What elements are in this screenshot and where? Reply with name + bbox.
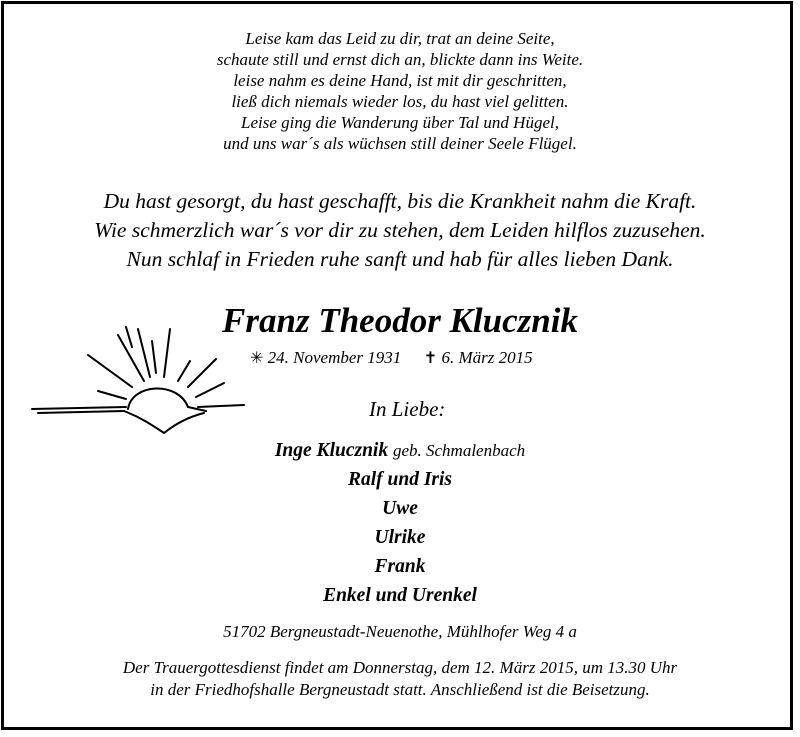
poem-line: und uns war´s als wüchsen still deiner Seele Flügel. [223,134,577,153]
family-member-name: Inge Klucznik [274,440,389,461]
family-member: Uwe [382,498,418,519]
sunset-drawing-icon [28,325,248,440]
birth-date: 24. November 1931 [267,348,402,367]
death-date: 6. März 2015 [441,348,533,367]
family-list [0,436,800,610]
service-info [0,657,800,701]
family-member: Frank [374,556,426,577]
family-member [0,436,800,465]
family-member: Ulrike [374,527,426,548]
poem-line: schaute still und ernst dich an, blickte dann ins Weite. [216,50,584,69]
verse [0,187,800,274]
poem-line: Leise ging die Wanderung über Tal und Hügel, [241,113,559,132]
service-line: in der Friedhofshalle Bergneustadt statt. Anschließend ist die Beisetzung. [150,680,650,699]
life-dates [250,347,533,370]
family-member: Enkel und Urenkel [323,585,477,606]
family-member-note: geb. Schmalenbach [392,441,526,460]
poem-line: ließ dich niemals wieder los, du hast viel gelitten. [231,92,569,111]
service-line: Der Trauergottesdienst findet am Donnerstag, dem 12. März 2015, um 13.30 Uhr [122,658,678,677]
poem-line: Leise kam das Leid zu dir, trat an deine Seite, [245,29,555,48]
verse-line: Nun schlaf in Frieden ruhe sanft und hab für alles lieben Dank. [126,247,674,271]
deceased-name: Franz Theodor Klucznik [222,301,578,340]
poem-line: leise nahm es deine Hand, ist mit dir geschritten, [233,71,567,90]
death-cross-icon: ✝ [423,350,438,367]
verse-line: Du hast gesorgt, du hast geschafft, bis die Krankheit nahm die Kraft. [103,189,697,213]
family-member: Ralf und Iris [347,469,453,490]
address: 51702 Bergneustadt-Neuenothe, Mühlhofer Weg 4 a [223,622,577,641]
birth-star-icon: ✳ [250,350,264,367]
verse-line: Wie schmerzlich war´s vor dir zu stehen, dem Leiden hilflos zuzusehen. [94,218,706,242]
poem [0,28,800,154]
in-liebe-heading: In Liebe: [369,397,446,421]
